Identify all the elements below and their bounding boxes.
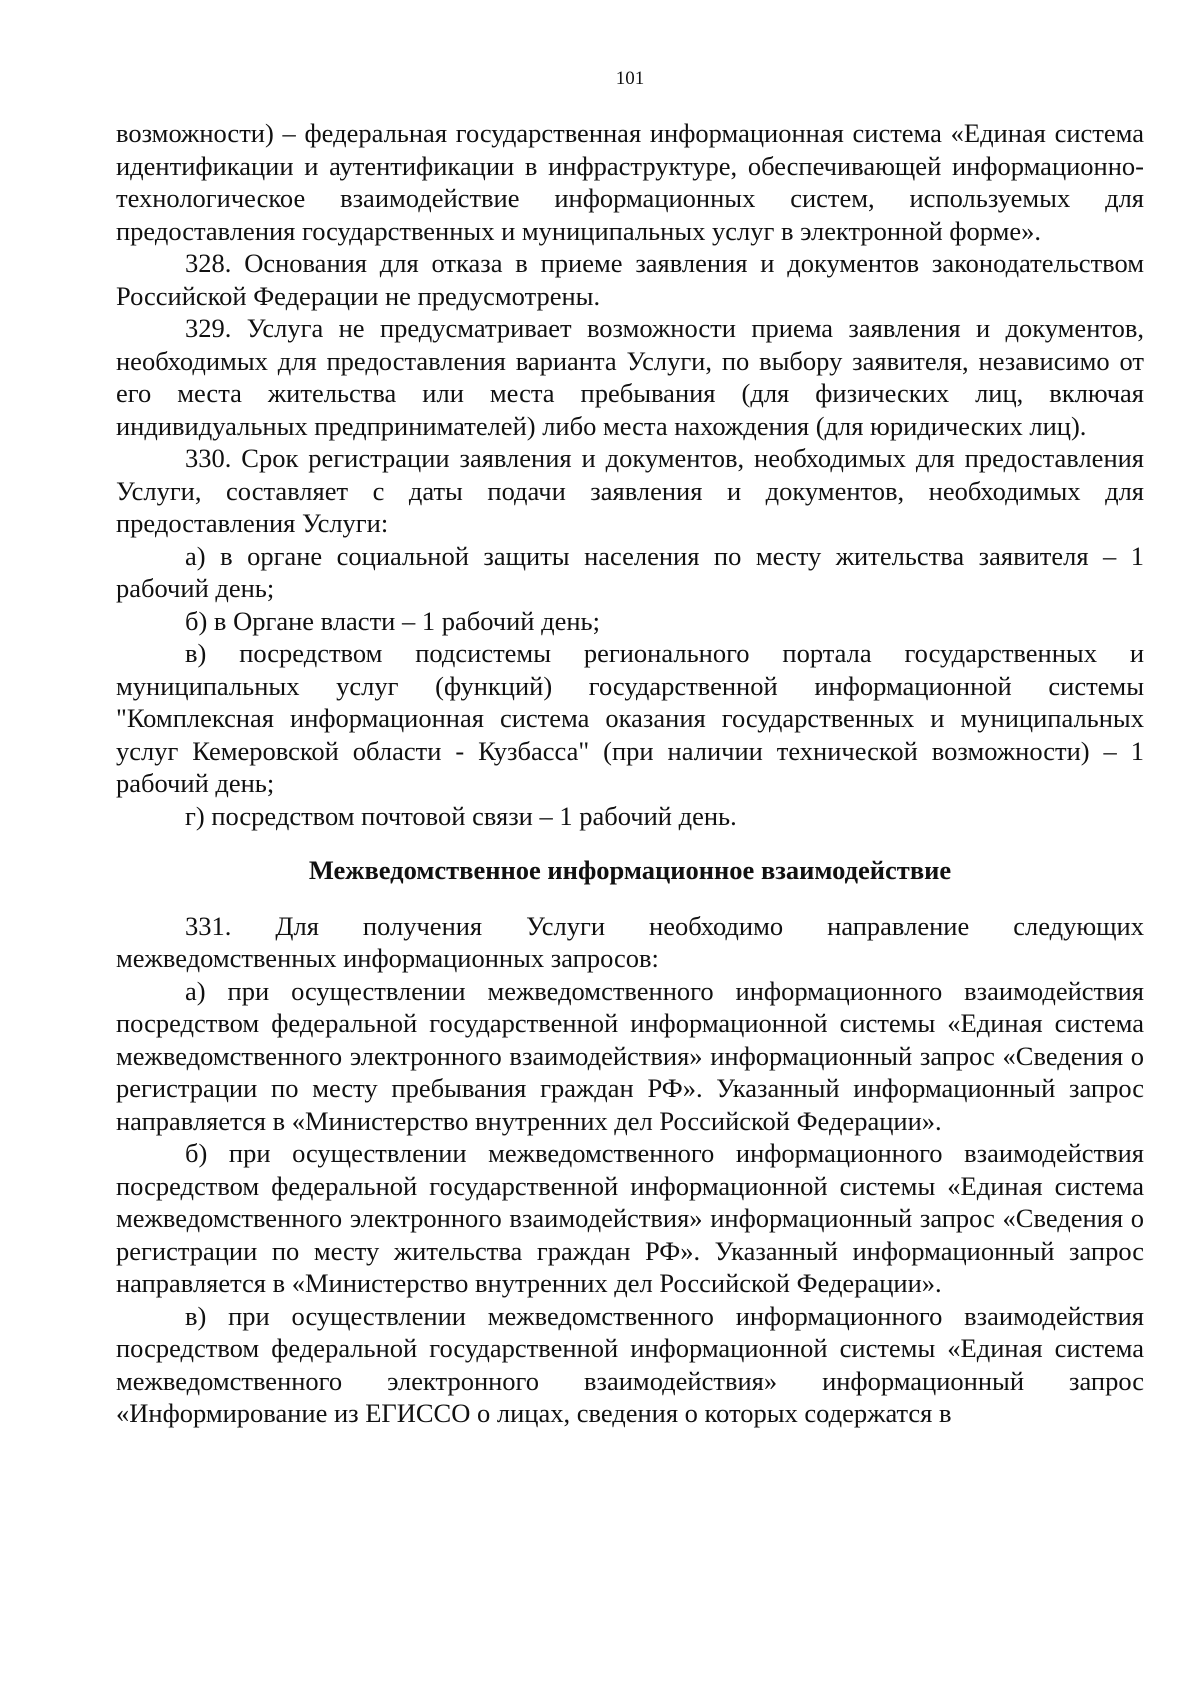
paragraph-330-a: а) в органе социальной защиты населения по месту жительства заявителя – 1 рабочий день; — [116, 540, 1144, 603]
paragraph-330-b: б) в Органе власти – 1 рабочий день; — [185, 605, 600, 636]
section-heading: Межведомственное информационное взаимодействие — [308, 855, 952, 885]
paragraph-331-v: в) при осуществлении межведомственного информационного взаимодействия посредством федеральной государственной информационной системы «Единая система межведомственного электронного взаимодействия» информационный запрос «Информирование из ЕГИССО о лицах, сведения о которых содержатся в — [116, 1300, 1144, 1428]
paragraph-330-g: г) посредством почтовой связи – 1 рабочий день. — [185, 800, 737, 831]
paragraph-331-a: а) при осуществлении межведомственного информационного взаимодействия посредством федеральной государственной информационной системы «Единая система межведомственного электронного взаимодействия» информационный запрос «Сведения о регистрации по месту пребывания граждан РФ». Указанный информационный запрос направляется в «Министерство внутренних дел Российской Федерации». — [116, 975, 1144, 1136]
paragraph-329: 329. Услуга не предусматривает возможности приема заявления и документов, необходимых для предоставления варианта Услуги, по выбору заявителя, независимо от его места жительства или места пребывания (для физических лиц, включая индивидуальных предпринимателей) либо места нахождения (для юридических лиц). — [116, 313, 1144, 441]
paragraph-328: 328. Основания для отказа в приеме заявления и документов законодательством Российской Федерации не предусмотрены. — [116, 248, 1144, 311]
paragraph-330-v: в) посредством подсистемы регионального портала государственных и муниципальных услуг (функций) государственной информационной системы "Комплексная информационная система оказания государственных и муниципальных услуг Кемеровской области - Кузбасса" (при наличии технической возможности) – 1 рабочий день; — [116, 638, 1144, 798]
document-body — [116, 117, 1144, 1430]
paragraph-331-b: б) при осуществлении межведомственного информационного взаимодействия посредством федеральной государственной информационной системы «Единая система межведомственного электронного взаимодействия» информационный запрос «Сведения о регистрации по месту жительства граждан РФ». Указанный информационный запрос направляется в «Министерство внутренних дел Российской Федерации». — [116, 1138, 1144, 1298]
paragraph-330: 330. Срок регистрации заявления и документов, необходимых для предоставления Услуги, составляет с даты подачи заявления и документов, необходимых для предоставления Услуги: — [116, 443, 1144, 538]
page-number: 101 — [615, 68, 645, 89]
paragraph-331: 331. Для получения Услуги необходимо направление следующих межведомственных информационных запросов: — [116, 910, 1144, 973]
paragraph-continuation: возможности) – федеральная государственная информационная система «Единая система идентификации и аутентификации в инфраструктуре, обеспечивающей информационно-технологическое взаимодействие информационных систем, используемых для предоставления государственных и муниципальных услуг в электронной форме». — [116, 118, 1144, 246]
